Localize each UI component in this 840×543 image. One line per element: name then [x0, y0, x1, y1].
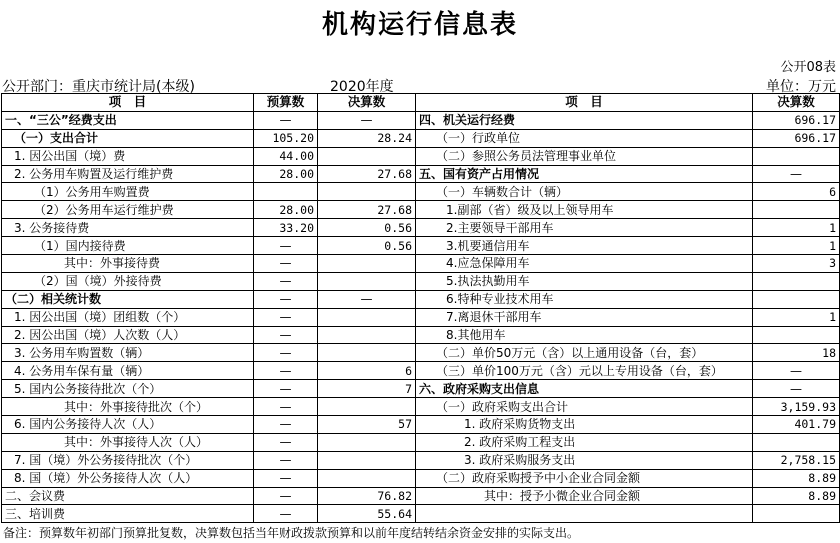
row-budget-value: —	[254, 469, 318, 487]
table-row	[2, 290, 840, 308]
table-row	[2, 362, 840, 380]
page-title: 机构运行信息表	[321, 10, 518, 40]
row-right-value: 2,758.15	[753, 451, 840, 469]
row-right-label: 3.机要通信用车	[416, 237, 753, 255]
row-budget-value: —	[254, 505, 318, 523]
row-budget-value: 44.00	[254, 147, 318, 165]
row-left-label: 3. 公务用车购置数（辆）	[2, 344, 254, 362]
row-right-label: 5.执法执勤用车	[416, 272, 753, 290]
unit-label: 单位：万元	[766, 79, 836, 95]
header-item: 项 目	[2, 94, 254, 112]
row-final-value	[318, 272, 416, 290]
row-final-value	[318, 183, 416, 201]
row-left-label: 一、“三公”经费支出	[2, 111, 254, 129]
row-budget-value: —	[254, 326, 318, 344]
table-row	[2, 219, 840, 237]
row-right-label: 五、国有资产占用情况	[416, 165, 753, 183]
row-budget-value: —	[254, 380, 318, 398]
table-row	[2, 433, 840, 451]
row-right-label: 8.其他用车	[416, 326, 753, 344]
row-right-label: 4.应急保障用车	[416, 255, 753, 273]
row-budget-value: —	[254, 272, 318, 290]
row-left-label: 其中：外事接待费	[2, 255, 254, 273]
table-row	[2, 308, 840, 326]
table-row	[2, 326, 840, 344]
table-row	[2, 255, 840, 273]
row-budget-value: —	[254, 398, 318, 416]
row-right-label: 1.副部（省）级及以上领导用车	[416, 201, 753, 219]
row-right-value: 3,159.93	[753, 398, 840, 416]
row-right-label: （二）参照公务员法管理事业单位	[416, 147, 753, 165]
row-right-label: 六、政府采购支出信息	[416, 380, 753, 398]
row-final-value: 57	[318, 416, 416, 434]
row-right-label: 四、机关运行经费	[416, 111, 753, 129]
row-left-label: （二）相关统计数	[2, 290, 254, 308]
row-left-label: （2）国（境）外接待费	[2, 272, 254, 290]
row-right-value: 1	[753, 237, 840, 255]
table-row	[2, 129, 840, 147]
header-budget: 预算数	[254, 94, 318, 112]
row-right-value	[753, 290, 840, 308]
row-final-value: 76.82	[318, 487, 416, 505]
row-right-label: 6.特种专业技术用车	[416, 290, 753, 308]
row-left-label: （1）国内接待费	[2, 237, 254, 255]
header-final: 决算数	[318, 94, 416, 112]
row-right-value	[753, 272, 840, 290]
row-right-label: 2.主要领导干部用车	[416, 219, 753, 237]
row-right-value	[753, 201, 840, 219]
row-right-value: 8.89	[753, 469, 840, 487]
table-row	[2, 451, 840, 469]
row-left-label: 1. 因公出国（境）团组数（个）	[2, 308, 254, 326]
row-final-value: 27.68	[318, 201, 416, 219]
row-right-label: 1. 政府采购货物支出	[416, 416, 753, 434]
row-right-label: （一）政府采购支出合计	[416, 398, 753, 416]
row-right-value: 696.17	[753, 111, 840, 129]
row-final-value: 0.56	[318, 237, 416, 255]
row-final-value: 6	[318, 362, 416, 380]
row-right-value: 3	[753, 255, 840, 273]
row-budget-value: —	[254, 433, 318, 451]
row-left-label: 其中：外事接待人次（人）	[2, 433, 254, 451]
row-right-value	[753, 326, 840, 344]
table-row	[2, 398, 840, 416]
row-left-label: 4. 公务用车保有量（辆）	[2, 362, 254, 380]
info-table	[1, 93, 840, 523]
row-budget-value: —	[254, 362, 318, 380]
row-left-label: 3. 公务接待费	[2, 219, 254, 237]
row-budget-value: —	[254, 416, 318, 434]
row-budget-value: 28.00	[254, 165, 318, 183]
row-budget-value: —	[254, 487, 318, 505]
row-right-value: 1	[753, 308, 840, 326]
row-left-label: 三、培训费	[2, 505, 254, 523]
row-budget-value: —	[254, 111, 318, 129]
row-right-label: 7.离退休干部用车	[416, 308, 753, 326]
row-right-value: 401.79	[753, 416, 840, 434]
table-row	[2, 416, 840, 434]
row-right-label: （二）单价50万元（含）以上通用设备（台，套）	[416, 344, 753, 362]
table-row	[2, 505, 840, 523]
row-right-value	[753, 505, 840, 523]
row-right-value: 8.89	[753, 487, 840, 505]
footnote: 备注：预算数年初部门预算批复数，决算数包括当年财政拨款预算和以前年度结转结余资金安排的实际支出。	[3, 526, 580, 540]
row-right-value	[753, 147, 840, 165]
row-final-value: 27.68	[318, 165, 416, 183]
row-final-value: 0.56	[318, 219, 416, 237]
row-final-value	[318, 398, 416, 416]
row-budget-value: 105.20	[254, 129, 318, 147]
row-final-value	[318, 308, 416, 326]
year-label: 2020年度	[330, 79, 394, 95]
row-right-value: —	[753, 165, 840, 183]
row-right-label: 3. 政府采购服务支出	[416, 451, 753, 469]
row-budget-value: —	[254, 237, 318, 255]
row-budget-value: —	[254, 451, 318, 469]
table-row	[2, 380, 840, 398]
row-left-label: 7. 国（境）外公务接待批次（个）	[2, 451, 254, 469]
row-left-label: （2）公务用车运行维护费	[2, 201, 254, 219]
row-right-value	[753, 433, 840, 451]
row-right-value: —	[753, 362, 840, 380]
header-final-right: 决算数	[753, 94, 840, 112]
row-budget-value: 28.00	[254, 201, 318, 219]
table-row	[2, 201, 840, 219]
table-row	[2, 183, 840, 201]
row-final-value	[318, 433, 416, 451]
row-left-label: 5. 国内公务接待批次（个）	[2, 380, 254, 398]
row-right-label: （一）行政单位	[416, 129, 753, 147]
row-budget-value: —	[254, 255, 318, 273]
row-right-value: 6	[753, 183, 840, 201]
department-label: 公开部门：重庆市统计局(本级)	[2, 79, 195, 95]
meta-row	[0, 76, 840, 94]
row-left-label: 6. 国内公务接待人次（人）	[2, 416, 254, 434]
table-row	[2, 147, 840, 165]
row-final-value: 55.64	[318, 505, 416, 523]
table-row	[2, 487, 840, 505]
row-left-label: （一）支出合计	[2, 129, 254, 147]
row-right-label: （一）车辆数合计（辆）	[416, 183, 753, 201]
row-right-label: （三）单价100万元（含）元以上专用设备（台，套）	[416, 362, 753, 380]
table-row	[2, 469, 840, 487]
table-row	[2, 165, 840, 183]
row-right-value: 1	[753, 219, 840, 237]
row-final-value: —	[318, 111, 416, 129]
row-right-label: 其中：授予小微企业合同金额	[416, 487, 753, 505]
row-final-value: 7	[318, 380, 416, 398]
row-budget-value: —	[254, 344, 318, 362]
row-final-value	[318, 326, 416, 344]
row-left-label: 2. 公务用车购置及运行维护费	[2, 165, 254, 183]
row-right-label: 2. 政府采购工程支出	[416, 433, 753, 451]
row-final-value	[318, 469, 416, 487]
row-final-value	[318, 344, 416, 362]
row-budget-value: —	[254, 290, 318, 308]
row-left-label: （1）公务用车购置费	[2, 183, 254, 201]
row-right-label: （二）政府采购授予中小企业合同金额	[416, 469, 753, 487]
row-right-value: 696.17	[753, 129, 840, 147]
row-budget-value: —	[254, 308, 318, 326]
row-left-label: 8. 国（境）外公务接待人次（人）	[2, 469, 254, 487]
header-item-right: 项 目	[416, 94, 753, 112]
row-left-label: 1. 因公出国（境）费	[2, 147, 254, 165]
table-header-row	[2, 94, 840, 112]
table-row	[2, 272, 840, 290]
row-final-value	[318, 255, 416, 273]
table-row	[2, 344, 840, 362]
row-final-value	[318, 147, 416, 165]
row-right-value: —	[753, 380, 840, 398]
row-right-value: 18	[753, 344, 840, 362]
row-left-label: 二、会议费	[2, 487, 254, 505]
form-number: 公开08表	[780, 60, 836, 75]
row-right-label	[416, 505, 753, 523]
row-left-label: 2. 因公出国（境）人次数（人）	[2, 326, 254, 344]
row-left-label: 其中：外事接待批次（个）	[2, 398, 254, 416]
table-row	[2, 237, 840, 255]
row-budget-value	[254, 183, 318, 201]
row-final-value	[318, 451, 416, 469]
row-final-value: —	[318, 290, 416, 308]
table-row	[2, 111, 840, 129]
row-final-value: 28.24	[318, 129, 416, 147]
row-budget-value: 33.20	[254, 219, 318, 237]
